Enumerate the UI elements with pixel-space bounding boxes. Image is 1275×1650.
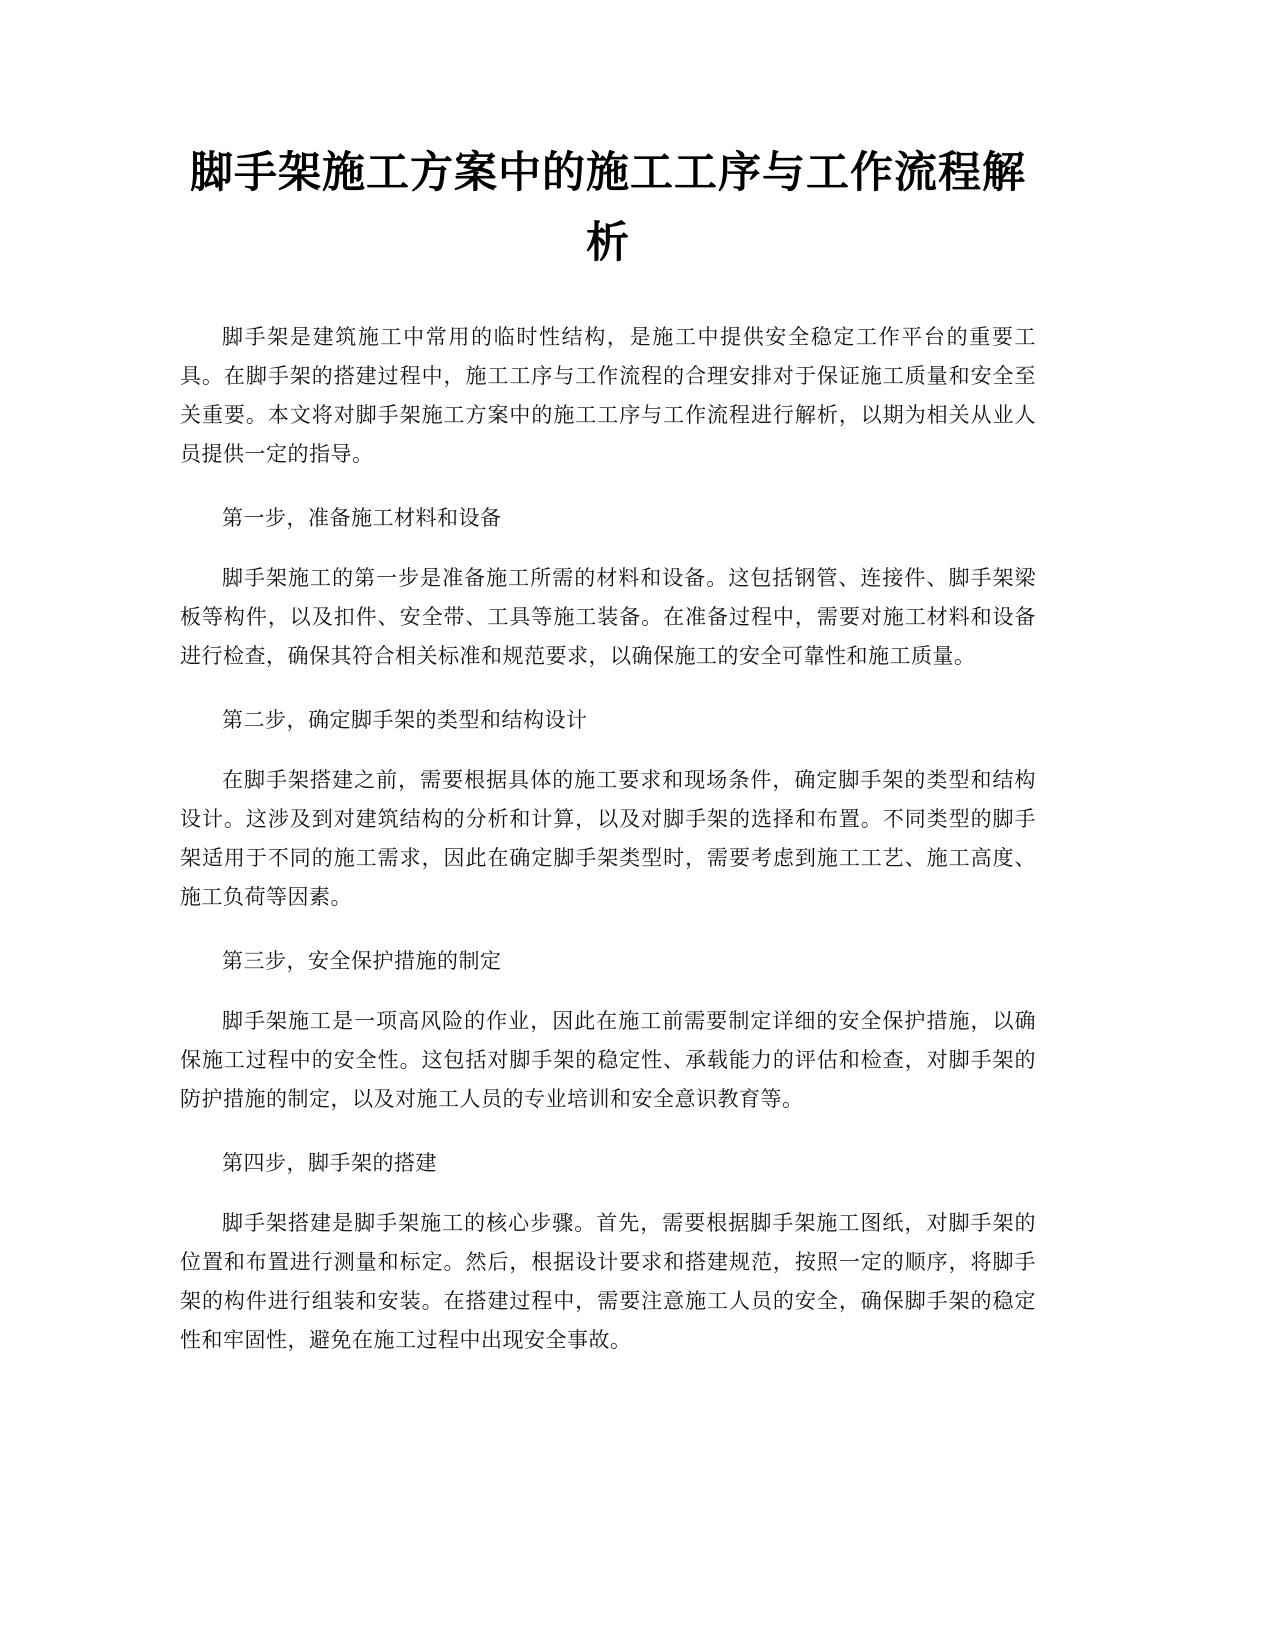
document-title: 脚手架施工方案中的施工工序与工作流程解析 — [190, 148, 1026, 268]
intro-paragraph: 脚手架是建筑施工中常用的临时性结构，是施工中提供安全稳定工作平台的重要工具。在脚手架的搭建过程中，施工工序与工作流程的合理安排对于保证施工质量和安全至关重要。本文将对脚手架施工方案中的施工工序与工作流程进行解析，以期为相关从业人员提供一定的指导。 — [180, 325, 1036, 466]
step-1-heading: 第一步，准备施工材料和设备 — [222, 506, 502, 530]
document-page — [180, 138, 1036, 1385]
step-2-heading: 第二步，确定脚手架的类型和结构设计 — [222, 708, 588, 732]
step-4-heading: 第四步，脚手架的搭建 — [222, 1151, 437, 1175]
step-3-paragraph: 脚手架施工是一项高风险的作业，因此在施工前需要制定详细的安全保护措施，以确保施工过程中的安全性。这包括对脚手架的稳定性、承载能力的评估和检查，对脚手架的防护措施的制定，以及对施工人员的专业培训和安全意识教育等。 — [180, 1009, 1036, 1111]
step-2-paragraph: 在脚手架搭建之前，需要根据具体的施工要求和现场条件，确定脚手架的类型和结构设计。这涉及到对建筑结构的分析和计算，以及对脚手架的选择和布置。不同类型的脚手架适用于不同的施工需求，因此在确定脚手架类型时，需要考虑到施工工艺、施工高度、施工负荷等因素。 — [180, 768, 1036, 909]
step-1-paragraph: 脚手架施工的第一步是准备施工所需的材料和设备。这包括钢管、连接件、脚手架梁板等构件，以及扣件、安全带、工具等施工装备。在准备过程中，需要对施工材料和设备进行检查，确保其符合相关标准和规范要求，以确保施工的安全可靠性和施工质量。 — [180, 566, 1036, 668]
step-4-paragraph: 脚手架搭建是脚手架施工的核心步骤。首先，需要根据脚手架施工图纸，对脚手架的位置和布置进行测量和标定。然后，根据设计要求和搭建规范，按照一定的顺序，将脚手架的构件进行组装和安装。在搭建过程中，需要注意施工人员的安全，确保脚手架的稳定性和牢固性，避免在施工过程中出现安全事故。 — [180, 1211, 1036, 1352]
step-3-heading: 第三步，安全保护措施的制定 — [222, 949, 502, 973]
